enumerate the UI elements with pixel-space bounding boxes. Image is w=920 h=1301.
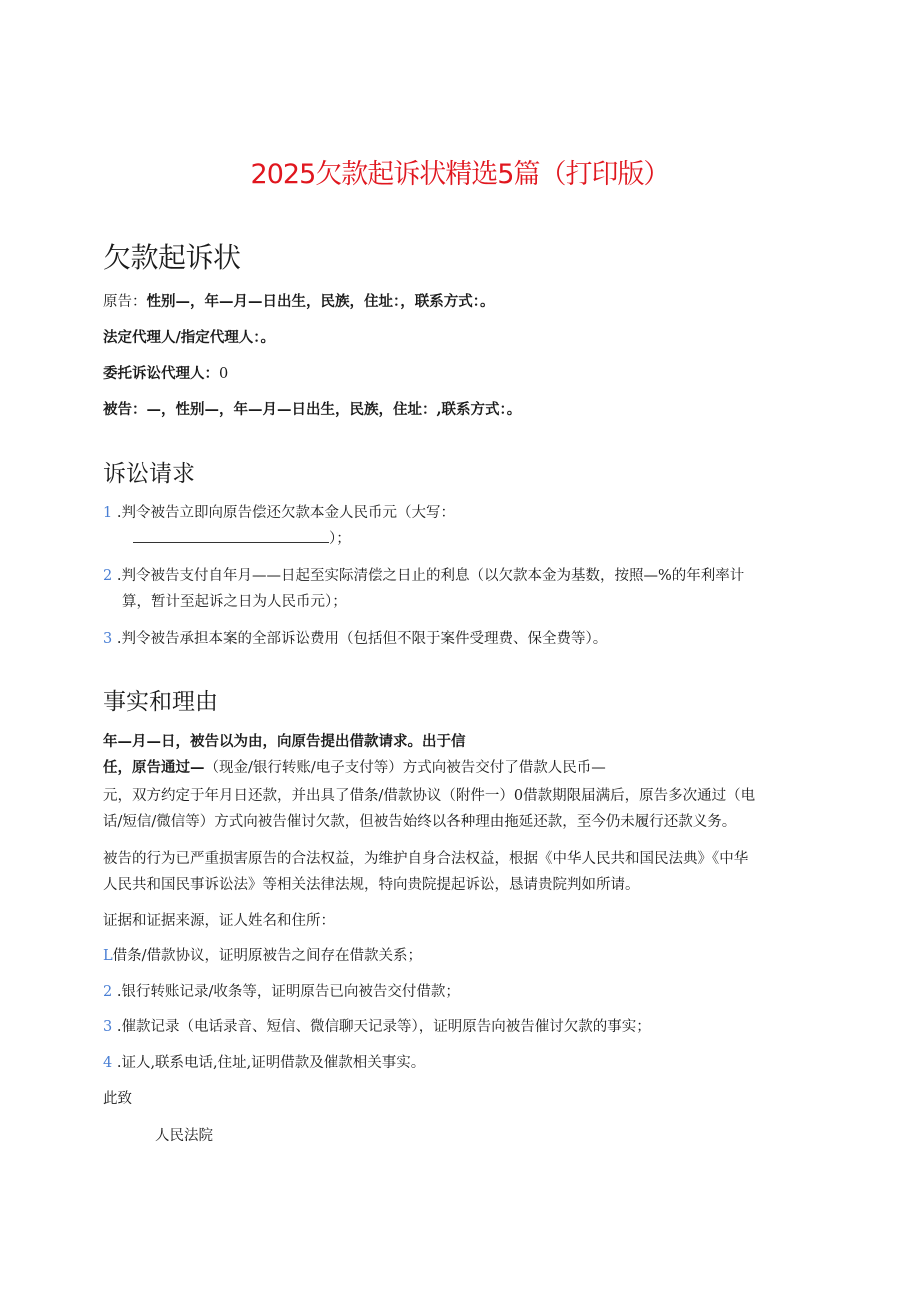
agent-value: 0 — [219, 366, 229, 382]
fill-in-blank — [133, 528, 329, 543]
facts-line-4: 话/短信/微信等）方式向被告催讨欠款，但被告始终以各种理由拖延还款，至今仍未履行还款义务。 — [103, 814, 737, 830]
evidence-heading: 证据和证据来源，证人姓名和住所： — [103, 913, 335, 929]
closing-salutation: 此致 — [103, 1091, 132, 1107]
evidence-item-3 — [103, 1015, 651, 1039]
plaintiff-label: 原告： — [103, 294, 147, 310]
facts-line-2-bold: 任，原告通过— — [103, 759, 205, 776]
plaintiff-text: 性别—，年—月—日出生，民族，住址：，联系方式：。 — [146, 293, 495, 310]
agent-line — [103, 362, 228, 386]
facts-line-2-rest: （现金/银行转账/电子支付等）方式向被告交付了借款人民币— — [204, 760, 606, 776]
evidence-item-2 — [103, 980, 460, 1004]
evidence-item-1 — [103, 944, 422, 968]
legal-rep-line: 法定代理人/指定代理人：。 — [103, 329, 276, 346]
facts-line-1: 年—月—日，被告以为由，向原告提出借款请求。出于信 — [103, 733, 466, 750]
claim-number: 3 — [103, 631, 113, 647]
claim-text: .判令被告立即向原告偿还欠款本金人民币元（大写： — [116, 505, 455, 521]
claim-item-1-cont — [133, 527, 351, 551]
grounds-line-1: 被告的行为已严重损害原告的合法权益，为维护自身合法权益，根据《中华人民共和国民法典》《中华 — [103, 851, 749, 867]
grounds-line-2: 人民共和国民事诉讼法》等相关法律法规，特向贵院提起诉讼，恳请贵院判如所请。 — [103, 877, 640, 893]
claims-heading: 诉讼请求 — [103, 461, 195, 487]
facts-line-2 — [103, 756, 606, 780]
claim-item-2-cont: 算，暂计至起诉之日为人民币元）； — [122, 594, 347, 610]
court-name: 人民法院 — [155, 1128, 213, 1144]
facts-heading: 事实和理由 — [103, 689, 218, 715]
evidence-number: L — [103, 948, 113, 964]
claim-number: 2 — [103, 568, 113, 584]
defendant-line: 被告：—，性别—，年—月—日出生，民族，住址：,联系方式：。 — [103, 401, 522, 418]
facts-line-3: 元，双方约定于年月日还款，并出具了借条/借款协议（附件一）0借款期限届满后，原告多次通过（电 — [103, 788, 756, 804]
document-title: 2025欠款起诉状精选5篇（打印版） — [250, 159, 670, 190]
claim-text-cont: ）； — [329, 531, 351, 547]
claim-item-2 — [103, 564, 744, 588]
evidence-text: .催款记录（电话录音、短信、微信聊天记录等），证明原告向被告催讨欠款的事实； — [116, 1019, 651, 1035]
main-heading: 欠款起诉状 — [103, 241, 241, 274]
evidence-item-4 — [103, 1051, 425, 1075]
claim-item-3 — [103, 627, 607, 651]
evidence-number: 4 — [103, 1055, 113, 1071]
claim-number: 1 — [103, 505, 113, 521]
evidence-number: 2 — [103, 984, 113, 1000]
evidence-text: .证人,联系电话,住址,证明借款及催款相关事实。 — [116, 1055, 426, 1071]
evidence-number: 3 — [103, 1019, 113, 1035]
evidence-text: 借条/借款协议，证明原被告之间存在借款关系； — [112, 948, 423, 964]
claim-text: .判令被告支付自年月——日起至实际清偿之日止的利息（以欠款本金为基数，按照—%的年利率计 — [116, 568, 745, 584]
agent-label: 委托诉讼代理人： — [103, 365, 219, 382]
claim-item-1 — [103, 501, 455, 525]
evidence-text: .银行转账记录/收条等，证明原告已向被告交付借款； — [116, 984, 460, 1000]
claim-text: .判令被告承担本案的全部诉讼费用（包括但不限于案件受理费、保全费等）。 — [116, 631, 608, 647]
plaintiff-line — [103, 290, 495, 314]
